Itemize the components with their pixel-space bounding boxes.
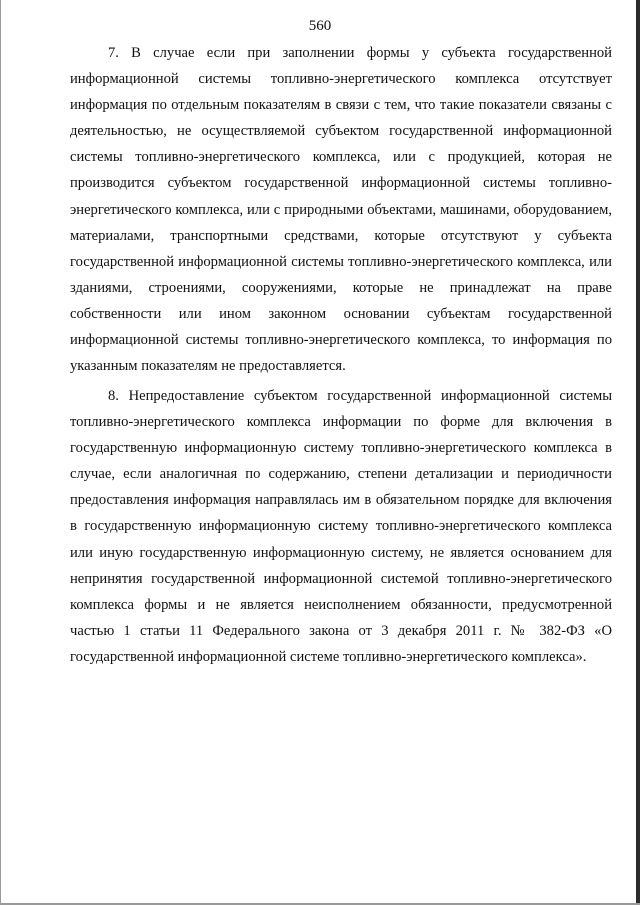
paragraph-7: 7. В случае если при заполнении формы у субъекта государственной информационной системы топливно-энергетического комплекса отсутствует информация по отдельным показателям в связи с тем, что такие показатели связаны с деятельностью, не осуществляемой субъектом государственной информационной системы топливно-энергетического комплекса, или с продукцией, которая не производится субъектом государственной информационной системы топливно-энергетического комплекса, или с природными объектами, машинами, оборудованием, материалами, транспортными средствами, которые отсутствуют у субъекта государственной информационной системы топливно-энергетического комплекса, или зданиями, строениями, сооружениями, которые не принадлежат на праве собственности или ином законном основании субъектам государственной информационной системы топливно-энергетического комплекса, то информация по указанным показателям не предоставляется. [70, 45, 612, 375]
scan-left-edge [0, 0, 1, 905]
paragraph-8: 8. Непредоставление субъектом государственной информационной системы топливно-энергетического комплекса информации по форме для включения в государственную информационную систему топливно-энергетического комплекса в случае, если аналогичная по содержанию, степени детализации и периодичности предоставления информация направлялась им в обязательном порядке для включения в государственную информационную систему топливно-энергетического комплекса или иную государственную информационную систему, не является основанием для непринятия государственной информационной системой топливно-энергетического комплекса формы и не является неисполнением обязанности, предусмотренной частью 1 статьи 11 Федерального закона от 3 декабря 2011 г. № 382-ФЗ «О государственной информационной системе топливно-энергетического комплекса». [70, 388, 612, 665]
page-number: 560 [308, 18, 332, 34]
scan-right-edge [636, 0, 640, 905]
